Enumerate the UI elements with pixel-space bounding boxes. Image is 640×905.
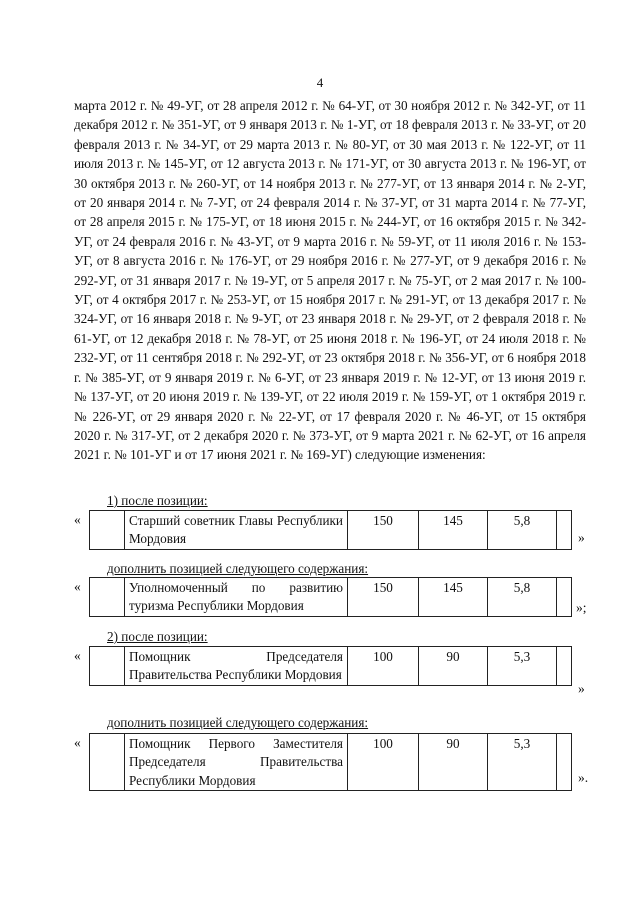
value-cell: 5,8 <box>488 578 557 617</box>
tail-cell <box>557 734 572 791</box>
quote-open: « <box>74 512 81 527</box>
position-table-3 <box>89 646 572 686</box>
page-number: 4 <box>316 75 324 90</box>
table-row <box>90 734 572 791</box>
table-row <box>90 647 572 686</box>
position-table-2 <box>89 577 572 617</box>
quote-close: » <box>578 681 585 696</box>
tail-cell <box>557 647 572 686</box>
quote-open: « <box>74 579 81 594</box>
item-1-label: 1) после позиции: <box>107 493 208 508</box>
value-cell: 145 <box>419 511 488 550</box>
position-table-4 <box>89 733 572 791</box>
value-cell: 5,3 <box>488 647 557 686</box>
empty-cell <box>90 578 125 617</box>
quote-close: »; <box>576 600 587 615</box>
value-cell: 100 <box>348 647 419 686</box>
intro-paragraph: марта 2012 г. № 49-УГ, от 28 апреля 2012 г. № 64-УГ, от 30 ноября 2012 г. № 342-УГ, от 11 декабря 2012 г. № 351-УГ, от 9 января 2013 г. № 1-УГ, от 18 февраля 2013 г. № 33-УГ, от 20 февраля 2013 г. № 34-УГ, от 29 марта 2013 г. № 80-УГ, от 30 мая 2013 г. № 122-УГ, от 11 июля 2013 г. № 145-УГ, от 12 августа 2013 г. № 171-УГ, от 30 августа 2013 г. № 196-УГ, от 30 октября 2013 г. № 260-УГ, от 14 ноября 2013 г. № 277-УГ, от 13 января 2014 г. № 2-УГ, от 20 января 2014 г. № 7-УГ, от 24 февраля 2014 г. № 37-УГ, от 31 марта 2014 г. № 77-УГ, от 28 апреля 2015 г. № 175-УГ, от 18 июня 2015 г. № 244-УГ, от 16 октября 2015 г. № 342-УГ, от 24 февраля 2016 г. № 43-УГ, от 9 марта 2016 г. № 59-УГ, от 11 июля 2016 г. № 153-УГ, от 8 августа 2016 г. № 176-УГ, от 29 ноября 2016 г. № 277-УГ, от 9 декабря 2016 г. № 292-УГ, от 31 января 2017 г. № 19-УГ, от 5 апреля 2017 г. № 75-УГ, от 2 мая 2017 г. № 100-УГ, от 4 октября 2017 г. № 253-УГ, от 15 ноября 2017 г. № 291-УГ, от 13 декабря 2017 г. № 324-УГ, от 16 января 2018 г. № 9-УГ, от 23 января 2018 г. № 29-УГ, от 2 февраля 2018 г. № 61-УГ, от 12 декабря 2018 г. № 78-УГ, от 25 июня 2018 г. № 196-УГ, от 24 июля 2018 г. № 232-УГ, от 11 сентября 2018 г. № 292-УГ, от 23 октября 2018 г. № 356-УГ, от 6 ноября 2018 г. № 385-УГ, от 9 января 2019 г. № 6-УГ, от 23 января 2019 г. № 12-УГ, от 13 июня 2019 г. № 137-УГ, от 20 июня 2019 г. № 139-УГ, от 22 июля 2019 г. № 159-УГ, от 1 октября 2019 г. № 226-УГ, от 29 января 2020 г. № 22-УГ, от 17 февраля 2020 г. № 46-УГ, от 15 октября 2020 г. № 317-УГ, от 2 декабря 2020 г. № 373-УГ, от 9 марта 2021 г. № 62-УГ, от 16 апреля 2021 г. № 101-УГ и от 17 июня 2021 г. № 169-УГ) следующие изменения: <box>74 98 586 463</box>
position-name: Уполномоченный по развитию туризма Республики Мордовия <box>125 578 348 617</box>
position-name: Помощник Председателя Правительства Республики Мордовия <box>125 647 348 686</box>
value-cell: 5,3 <box>488 734 557 791</box>
value-cell: 150 <box>348 578 419 617</box>
quote-open: « <box>74 648 81 663</box>
tail-cell <box>557 511 572 550</box>
value-cell: 100 <box>348 734 419 791</box>
empty-cell <box>90 734 125 791</box>
tail-cell <box>557 578 572 617</box>
value-cell: 90 <box>419 734 488 791</box>
item-3-label: 2) после позиции: <box>107 629 208 644</box>
value-cell: 150 <box>348 511 419 550</box>
position-name: Помощник Первого Заместителя Председателя Правительства Республики Мордовия <box>125 734 348 791</box>
empty-cell <box>90 511 125 550</box>
quote-close: » <box>578 530 585 545</box>
value-cell: 145 <box>419 578 488 617</box>
table-row <box>90 511 572 550</box>
empty-cell <box>90 647 125 686</box>
quote-open: « <box>74 735 81 750</box>
item-4-label: дополнить позицией следующего содержания: <box>107 715 369 730</box>
position-name: Старший советник Главы Республики Мордовия <box>125 511 348 550</box>
position-table-1 <box>89 510 572 550</box>
item-2-label: дополнить позицией следующего содержания: <box>107 561 369 576</box>
table-row <box>90 578 572 617</box>
value-cell: 5,8 <box>488 511 557 550</box>
quote-close: ». <box>578 770 589 785</box>
value-cell: 90 <box>419 647 488 686</box>
